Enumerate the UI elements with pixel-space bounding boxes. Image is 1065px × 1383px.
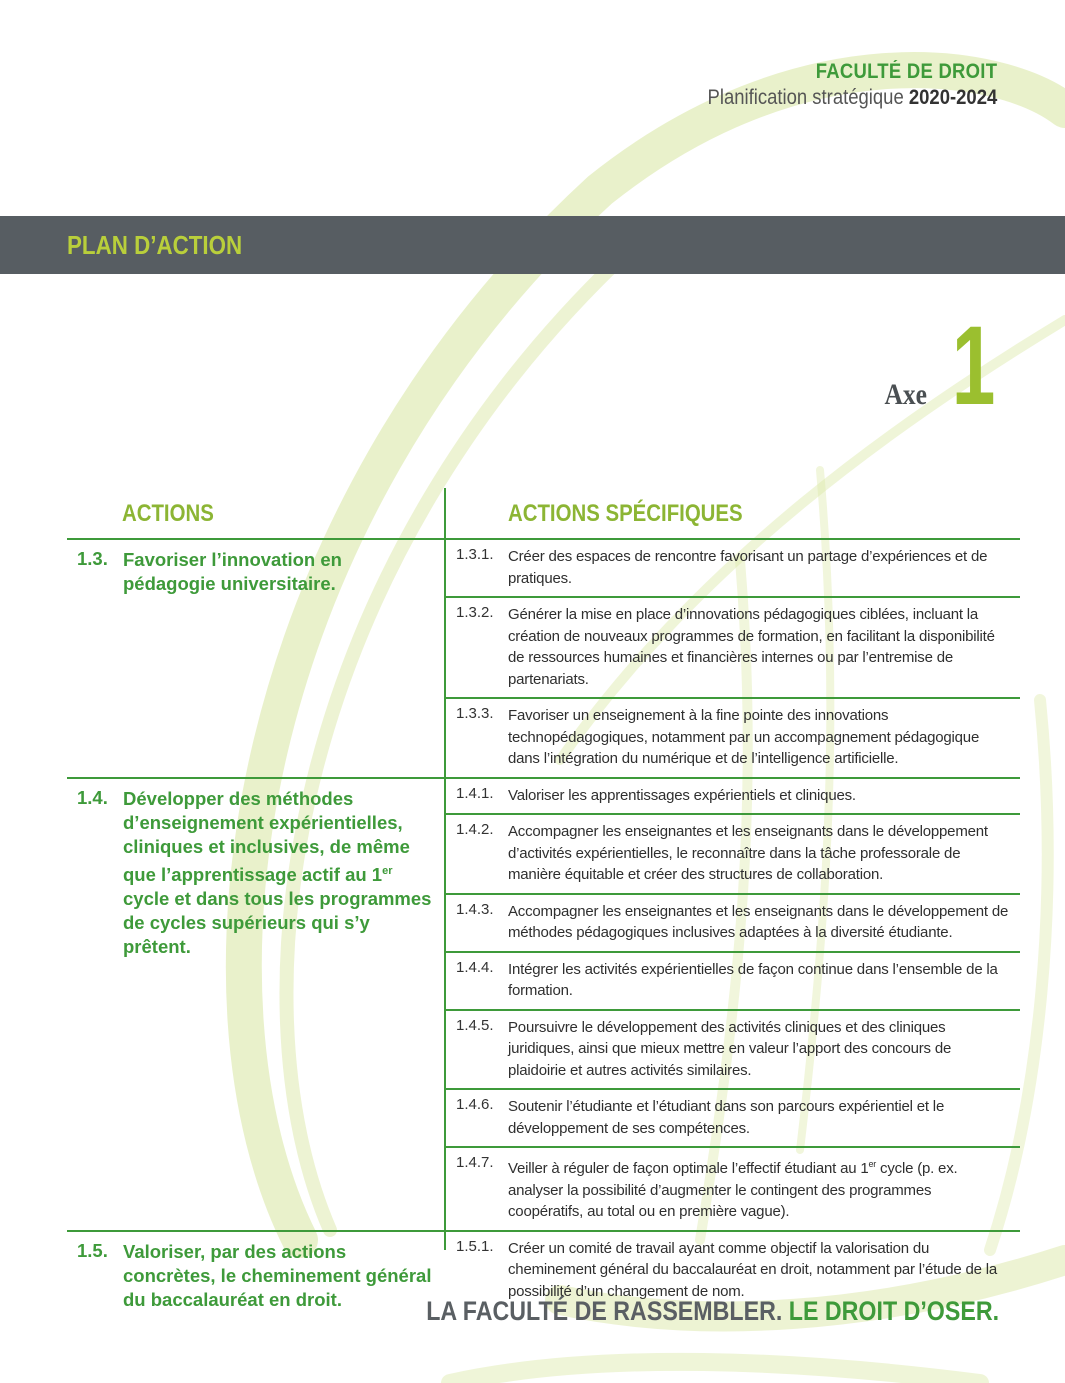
action-number: 1.3.: [77, 548, 108, 569]
specific-action-text-part: cycle (p. ex. analyser la possibilité d’augmenter le contingent des programmes coopératifs, au total ou en première vague).: [508, 1160, 958, 1220]
plan-label: Planification stratégique: [707, 86, 904, 109]
axe-label: Axe: [884, 378, 927, 412]
specific-action-row: [446, 699, 1020, 777]
action-title-part: cycle et dans tous les programmes de cycles supérieurs qui s’y prêtent.: [123, 887, 432, 957]
specific-action-text: Intégrer les activités expérientielles de façon continue dans l’ensemble de la formation.: [508, 960, 998, 999]
action-title: Valoriser, par des actions concrètes, le cheminement général du baccalauréat en droit.: [123, 1240, 432, 1310]
action-group: [67, 779, 1020, 1232]
specific-action-row: [446, 1090, 1020, 1148]
specific-action-number: 1.4.4.: [456, 958, 494, 976]
specific-action-row: [446, 1011, 1020, 1091]
specific-action-text: Poursuivre le développement des activités cliniques et des cliniques juridiques, ainsi que mieux mettre en valeur l’apport des concours de plaidoirie et autres activités similaires.: [508, 1018, 952, 1079]
column-divider: [444, 488, 446, 1250]
specific-action-text: Soutenir l’étudiante et l’étudiant dans son parcours expérientiel et le développement de ses compétences.: [508, 1098, 945, 1137]
action-table: [67, 488, 1020, 1322]
specific-action-text: [508, 1154, 1020, 1223]
table-header: [67, 488, 1020, 540]
banner-title: PLAN D’ACTION: [67, 230, 243, 260]
plan-subtitle: [707, 86, 997, 110]
superscript: er: [868, 1159, 877, 1169]
specific-action-text: Créer un comité de travail ayant comme objectif la valorisation du cheminement général du baccalauréat en droit, notamment par l’étude de la possibilité d’un changement de nom.: [508, 1239, 998, 1300]
action-number: 1.4.: [77, 786, 108, 808]
specific-action-text: Valoriser les apprentissages expérientiels et cliniques.: [508, 786, 856, 804]
axe-number: 1: [951, 303, 995, 428]
specific-action-row: [446, 815, 1020, 895]
specific-action-text: Accompagner les enseignantes et les enseignants dans le développement de méthodes pédagogiques inclusives adaptées à la diversité étudiante.: [508, 902, 1009, 941]
specific-action-row: [446, 1148, 1020, 1230]
slogan-part-1: LA FACULTÉ DE RASSEMBLER.: [426, 1296, 783, 1326]
specific-action-text: Accompagner les enseignantes et les enseignants dans le développement d’activités expérientielles, le reconnaître dans la tâche professorale de manière équitable et créer des structures de collaboration.: [508, 823, 988, 883]
plan-years: 2020-2024: [908, 86, 997, 109]
specific-action-text-part: Veiller à réguler de façon optimale l’effectif étudiant au 1: [508, 1160, 869, 1177]
specific-action-number: 1.4.7.: [456, 1154, 494, 1171]
specific-action-row: [446, 598, 1020, 699]
slogan-part-2: LE DROIT D’OSER.: [788, 1296, 999, 1326]
specific-action-text: Favoriser un enseignement à la fine pointe des innovations technopédagogiques, notamment par un accompagnement pédagogique dans l’intégration du numérique et de l’intelligence artificielle.: [508, 707, 980, 767]
specific-action-row: [446, 540, 1020, 598]
specific-action-number: 1.3.2.: [456, 604, 494, 621]
footer-slogan: [426, 1296, 999, 1327]
specific-action-number: 1.3.3.: [456, 705, 494, 722]
col-actions-header: ACTIONS: [122, 500, 214, 527]
col-specific-header: ACTIONS SPÉCIFIQUES: [508, 500, 743, 527]
faculty-name: FACULTÉ DE DROIT: [815, 60, 997, 83]
specific-action-row: [446, 895, 1020, 953]
action-number: 1.5.: [77, 1239, 108, 1261]
specific-action-row: [446, 779, 1020, 816]
specific-action-text: Générer la mise en place d’innovations pédagogiques ciblées, incluant la création de nouveaux programmes de formation, en facilitant la disponibilité de ressources humaines et financières internes ou par l’entremise de partenariats.: [508, 606, 995, 688]
section-banner: [0, 216, 1065, 274]
specific-action-number: 1.4.5.: [456, 1016, 494, 1034]
specific-action-number: 1.5.1.: [456, 1237, 494, 1255]
specific-action-number: 1.4.1.: [456, 784, 494, 802]
specific-action-number: 1.4.6.: [456, 1096, 494, 1113]
action-title: [123, 787, 434, 1220]
specific-action-number: 1.4.3.: [456, 900, 494, 918]
axe-indicator: [877, 303, 995, 428]
specific-action-text: Créer des espaces de rencontre favorisant un partage d’expériences et de pratiques.: [508, 548, 988, 587]
superscript: er: [382, 864, 393, 877]
specific-action-row: [446, 953, 1020, 1011]
action-title: Favoriser l’innovation en pédagogie universitaire.: [123, 549, 342, 594]
action-group: [67, 540, 1020, 779]
document-header: [668, 60, 997, 110]
action-title-part: Développer des méthodes d’enseignement expérientielles, cliniques et inclusives, de même que l’apprentissage actif au 1: [123, 787, 410, 885]
specific-action-number: 1.4.2.: [456, 821, 494, 838]
specific-action-number: 1.3.1.: [456, 546, 494, 563]
